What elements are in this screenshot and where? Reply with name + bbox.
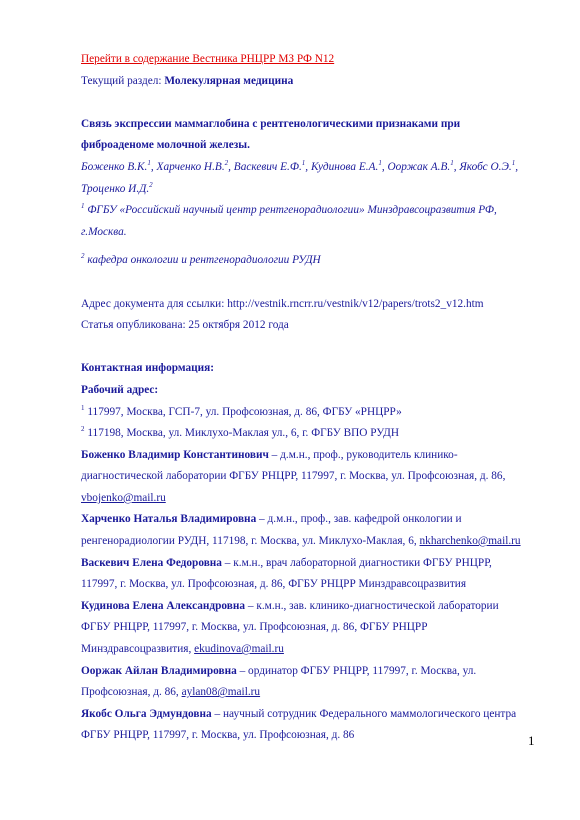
contact-name: Якобс Ольга Эдмундовна (81, 707, 212, 720)
address-2-text: 117198, Москва, ул. Миклухо-Маклая ул., 6, г. ФГБУ ВПО РУДН (87, 427, 399, 440)
contact-name: Кудинова Елена Александровна (81, 599, 246, 612)
address-1-text: 117997, Москва, ГСП-7, ул. Профсоюзная, д. 86, ФГБУ «РНЦРР» (87, 405, 402, 418)
affiliation-1 (81, 200, 526, 243)
author-separator: , (228, 160, 234, 173)
author-name: Харченко Н.В. (156, 160, 225, 173)
article-title: Связь экспрессии маммаглобина с рентгенологическими признаками при фиброаденоме молочной железы. (81, 117, 461, 152)
contact-details: – научный сотрудник Федерального маммологического центра ФГБУ РНЦРР, 117997, г. Москва, ул. Профсоюзная, д. 86 (81, 707, 517, 742)
author-separator: , (305, 160, 311, 173)
contact-list (81, 445, 526, 747)
contact-details: – ординатор ФГБУ РНЦРР, 117997, г. Москва, ул. Профсоюзная, д. 86, (81, 664, 477, 699)
contact-entry (81, 509, 526, 552)
contact-heading: Контактная информация: (81, 362, 215, 375)
address-2 (81, 423, 526, 445)
author-separator: , (515, 160, 519, 173)
current-section (81, 71, 526, 93)
contact-name: Васкевич Елена Федоровна (81, 556, 222, 569)
contact-details: – д.м.н., проф., руководитель клинико-диагностической лаборатории ФГБУ РНЦРР, 117997, г. Москва, ул. Профсоюзная, д. 86, (81, 448, 506, 483)
document-address: Адрес документа для ссылки: http://vestnik.rncrr.ru/vestnik/v12/papers/trots2_v12.htm (81, 297, 484, 310)
contact-entry (81, 661, 526, 704)
address-2-marker: 2 (81, 425, 85, 434)
address-1-marker: 1 (81, 403, 85, 412)
contact-details: – к.м.н., врач лабораторной диагностики ФГБУ РНЦРР, 117997, г. Москва, ул. Профсоюзная, д. 86, ФГБУ РНЦРР Минздравсоцразвития (81, 556, 492, 591)
author-affiliation-marker: 2 (149, 180, 153, 189)
contact-entry (81, 553, 526, 596)
contact-details: – д.м.н., проф., зав. кафедрой онкологии и ренгенорадиологии РУДН, 117198, г. Москва, ул. Миклухо-Маклая, 6, (81, 513, 462, 548)
section-name: Молекулярная медицина (164, 74, 294, 87)
affiliation-1-marker: 1 (81, 202, 85, 211)
section-label: Текущий раздел: (81, 74, 162, 87)
author-affiliation-marker: 2 (224, 159, 229, 168)
author-separator: , (150, 160, 157, 173)
author-list (81, 157, 526, 200)
contact-name: Боженко Владимир Константинович (81, 448, 269, 461)
contact-email-link[interactable]: vbojenko@mail.ru (81, 491, 166, 504)
author-affiliation-marker: 1 (511, 159, 516, 168)
affiliation-2 (81, 250, 526, 272)
contact-entry (81, 445, 526, 510)
work-address-label: Рабочий адрес: (81, 383, 159, 396)
contact-name: Ооржак Айлан Владимировна (81, 664, 237, 677)
affiliation-2-marker: 2 (81, 252, 85, 261)
contact-email-link[interactable]: nkharchenko@mail.ru (419, 535, 521, 548)
contact-details: – к.м.н., зав. клинико-диагностической лаборатории ФГБУ РНЦРР, 117997, г. Москва, ул. Профсоюзная, д. 86, ФГБУ РНЦРР Минздравсоцразвития, (81, 599, 499, 656)
author-affiliation-marker: 1 (147, 159, 151, 168)
contact-email-link[interactable]: ekudinova@mail.ru (194, 643, 284, 656)
publication-date: Статья опубликована: 25 октября 2012 года (81, 319, 289, 332)
affiliation-2-text: кафедра онкологии и рентгенорадиологии РУДН (87, 254, 321, 267)
affiliation-1-text: ФГБУ «Российский научный центр рентгенорадиологии» Минздравсоцразвития РФ, г.Москва. (81, 204, 497, 238)
contact-entry (81, 596, 526, 661)
author-affiliation-marker: 1 (378, 159, 382, 168)
contact-name: Харченко Наталья Владимировна (81, 513, 257, 526)
contact-entry (81, 704, 526, 747)
page-number: 1 (528, 733, 535, 748)
author-name: Ооржак А.В. (387, 160, 451, 173)
author-name: Якобс О.Э. (459, 160, 512, 173)
author-affiliation-marker: 1 (301, 159, 306, 168)
author-affiliation-marker: 1 (450, 159, 454, 168)
toc-link[interactable]: Перейти в содержание Вестника РНЦРР МЗ РФ N12 (81, 53, 335, 65)
page-content (81, 49, 526, 747)
author-name: Кудинова Е.А. (310, 160, 379, 173)
author-separator: , (453, 160, 460, 173)
author-name: Боженко В.К. (81, 160, 148, 173)
contact-email-link[interactable]: aylan08@mail.ru (181, 686, 261, 699)
author-name: Васкевич Е.Ф. (233, 160, 302, 173)
author-separator: , (381, 160, 388, 173)
author-name: Троценко И.Д. (81, 182, 150, 195)
address-1 (81, 402, 526, 424)
